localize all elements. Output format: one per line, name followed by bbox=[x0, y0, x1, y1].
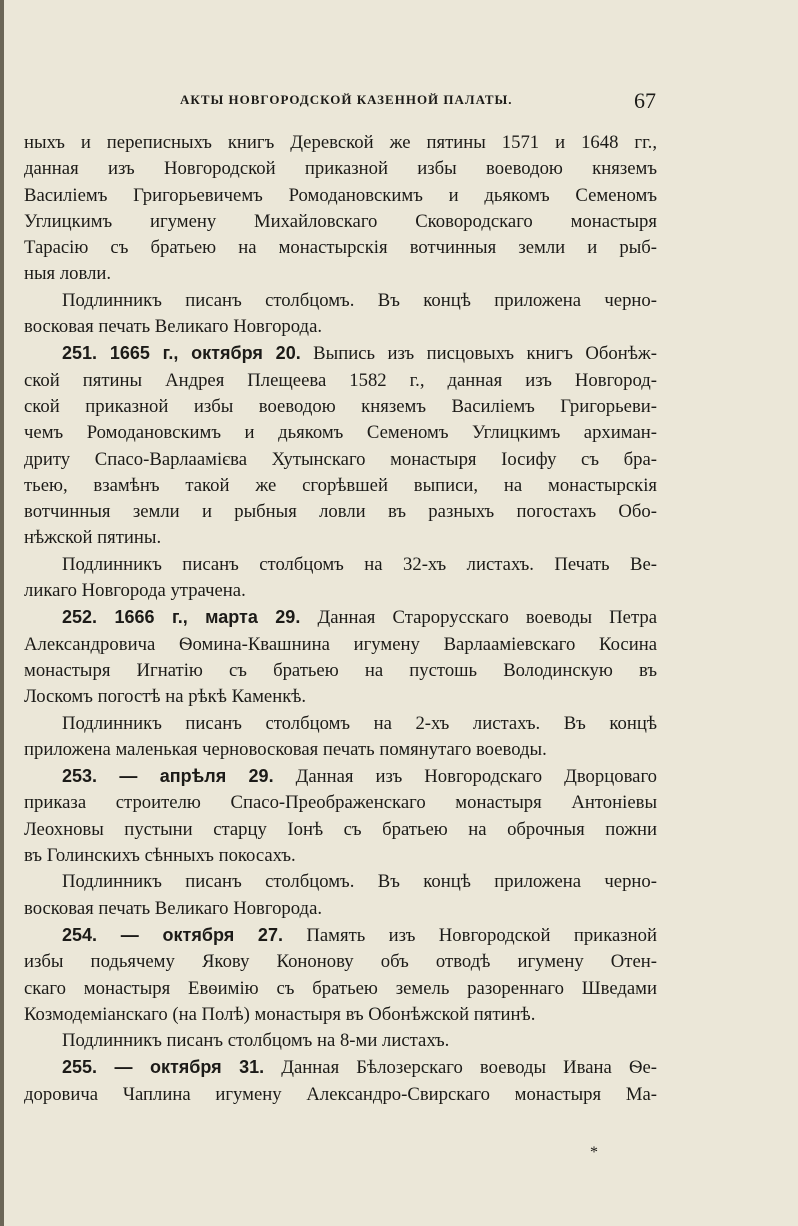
page-binding-edge bbox=[0, 0, 4, 1226]
text-line: Василіемъ Григорьевичемъ Ромодановскимъ и дьякомъ Семеномъ bbox=[24, 184, 657, 206]
entry-heading: 253. — апрѣля 29. bbox=[62, 766, 274, 787]
text-line: монастыря Игнатію съ братьею на пустошь Володинскую въ bbox=[24, 659, 657, 681]
note-line: Подлинникъ писанъ столбцомъ. Въ концѣ приложена черно- bbox=[62, 871, 657, 893]
text-line: ныхъ и переписныхъ книгъ Деревской же пятины 1571 и 1648 гг., bbox=[24, 132, 657, 153]
text-line: ской приказной избы воеводою княземъ Василіемъ Григорьеви- bbox=[24, 395, 657, 417]
entry-text: Данная Бѣлозерскаго воеводы Ивана Ѳе- bbox=[264, 1057, 657, 1079]
running-head: АКТЫ НОВГОРОДСКОЙ КАЗЕННОЙ ПАЛАТЫ. bbox=[180, 92, 513, 107]
text-line: Лоскомъ погостѣ на рѣкѣ Каменкѣ. bbox=[24, 686, 307, 708]
text-line: Козмодеміанскаго (на Полѣ) монастыря въ Обонѣжской пятинѣ. bbox=[24, 1003, 536, 1025]
entry-254 bbox=[24, 922, 657, 949]
entry-text: Выпись изъ писцовыхъ книгъ Обонѣж- bbox=[300, 343, 657, 365]
text-line: Тарасію съ братьею на монастырскія вотчинныя земли и рыб- bbox=[24, 237, 657, 259]
entry-text: Память изъ Новгородской приказной bbox=[282, 924, 658, 946]
entry-251 bbox=[24, 340, 657, 367]
page-number: 67 bbox=[634, 88, 656, 113]
note-line: приложена маленькая черновосковая печать помянутаго воеводы. bbox=[24, 738, 547, 760]
entry-text: Данная изъ Новгородскаго Дворцоваго bbox=[273, 766, 657, 788]
text-line: ской пятины Андрея Плещеева 1582 г., данная изъ Новгород- bbox=[24, 369, 657, 391]
text-line: Александровича Ѳомина-Квашнина игумену Варлааміевскаго Косина bbox=[24, 633, 657, 655]
note-line: восковая печать Великаго Новгорода. bbox=[24, 316, 323, 338]
entry-text: Данная Старорусскаго воеводы Петра bbox=[300, 607, 657, 629]
entry-heading: 255. — октября 31. bbox=[62, 1057, 265, 1078]
text-line: Углицкимъ игумену Михайловскаго Сковородскаго монастыря bbox=[24, 210, 657, 232]
text-line: въ Голинскихъ сѣнныхъ покосахъ. bbox=[24, 845, 296, 867]
note-line: Подлинникъ писанъ столбцомъ на 8-ми листахъ. bbox=[62, 1030, 450, 1052]
note-line: восковая печать Великаго Новгорода. bbox=[24, 897, 323, 919]
page-header bbox=[30, 88, 662, 116]
note-line: Подлинникъ писанъ столбцомъ. Въ концѣ приложена черно- bbox=[62, 289, 657, 311]
text-line: избы подьячему Якову Кононову объ отводѣ игумену Отен- bbox=[24, 951, 657, 973]
text-line: Леохновы пустыни старцу Іонѣ съ братьею на оброчныя пожни bbox=[24, 818, 657, 840]
text-line: данная изъ Новгородской приказной избы воеводою княземъ bbox=[24, 158, 657, 180]
text-line: тьею, взамѣнъ такой же сгорѣвшей выписи, на монастырскія bbox=[24, 474, 657, 496]
text-line: вотчинныя земли и рыбныя ловли въ разныхъ погостахъ Обо- bbox=[24, 501, 657, 523]
note-line: Подлинникъ писанъ столбцомъ на 32-хъ листахъ. Печать Ве- bbox=[62, 553, 657, 575]
entry-heading: 251. 1665 г., октября 20. bbox=[62, 343, 301, 364]
note-line: Подлинникъ писанъ столбцомъ на 2-хъ листахъ. Въ концѣ bbox=[62, 712, 657, 734]
entry-heading: 254. — октября 27. bbox=[62, 924, 283, 945]
signature-mark: * bbox=[590, 1144, 598, 1161]
entry-253 bbox=[24, 763, 657, 790]
text-line: дриту Спасо-Варлаамієва Хутынскаго монастыря Іосифу съ бра- bbox=[24, 448, 657, 470]
entry-heading: 252. 1666 г., марта 29. bbox=[62, 607, 301, 628]
text-line: чемъ Ромодановскимъ и дьякомъ Семеномъ Углицкимъ архиман- bbox=[24, 422, 657, 444]
note-line: ликаго Новгорода утрачена. bbox=[24, 580, 246, 602]
text-line: доровича Чаплина игумену Александро-Свирскаго монастыря Ма- bbox=[24, 1083, 657, 1105]
entry-255 bbox=[24, 1054, 657, 1081]
text-line: скаго монастыря Евѳимію съ братьею земель разореннаго Шведами bbox=[24, 977, 657, 999]
text-line: ныя ловли. bbox=[24, 263, 112, 285]
entry-252 bbox=[24, 604, 657, 631]
text-line: нѣжской пятины. bbox=[24, 527, 162, 549]
text-line: приказа строителю Спасо-Преображенскаго монастыря Антоніевы bbox=[24, 792, 657, 814]
body-text bbox=[24, 130, 657, 1108]
